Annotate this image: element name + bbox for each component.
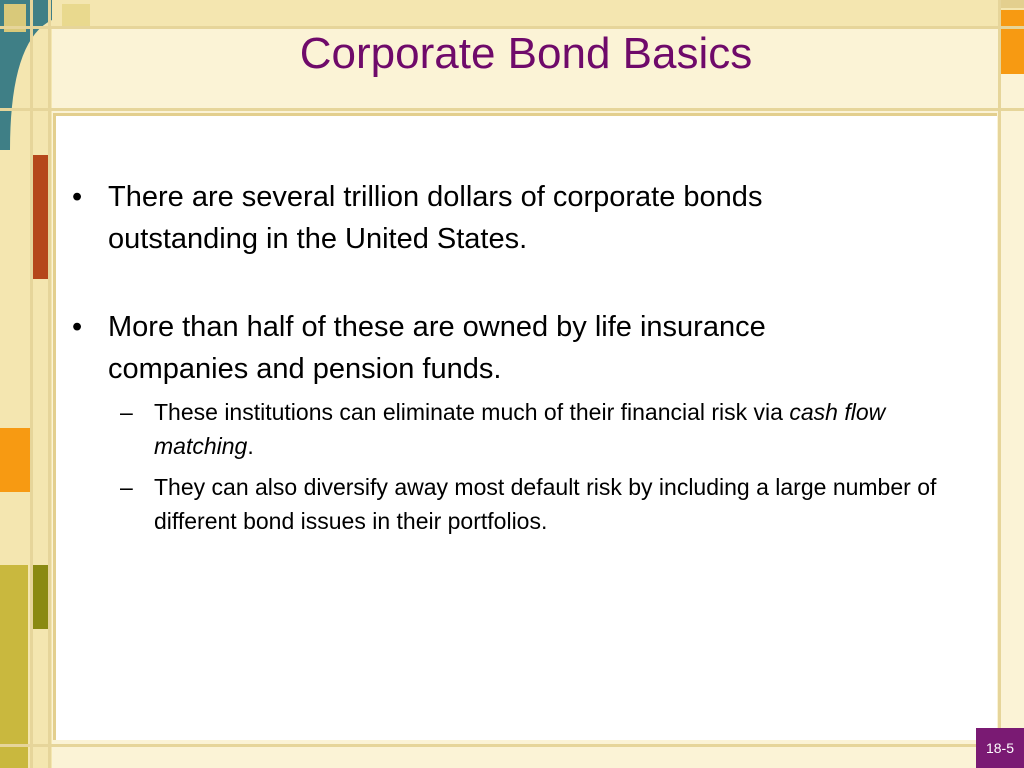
- slide-title: Corporate Bond Basics: [299, 29, 753, 78]
- frame-line: [30, 0, 33, 768]
- page-number-badge: 18-5: [976, 728, 1024, 768]
- orange-block-right-decoration: [1000, 10, 1024, 74]
- bullet-marker: •: [72, 311, 83, 343]
- bullet-marker: •: [72, 181, 83, 213]
- orange-block-left-decoration: [0, 428, 30, 492]
- sub-bullet-text-prefix: These institutions can eliminate much of their financial risk via: [154, 399, 790, 425]
- emphasis-text: cash flow matching: [154, 399, 886, 459]
- sub-bullet-text-suffix: .: [247, 433, 254, 459]
- frame-line: [998, 0, 1001, 768]
- sub-bullet-marker: –: [120, 399, 133, 425]
- frame-line: [48, 0, 51, 768]
- sub-bullet-text: [154, 395, 954, 463]
- sub-bullet-text: They can also diversify away most default risk by including a large number of different bond issues in their portfolios.: [154, 474, 937, 534]
- bullet-text: There are several trillion dollars of corporate bonds outstanding in the United States.: [108, 181, 763, 255]
- khaki-block-decoration: [0, 565, 28, 768]
- rust-block-decoration: [33, 155, 48, 279]
- frame-line: [0, 744, 1024, 747]
- right-tan-block: [1000, 0, 1024, 8]
- frame-line: [0, 108, 1024, 111]
- bullet-text: More than half of these are owned by life insurance companies and pension funds.: [108, 311, 766, 385]
- top-stripe-decoration: [0, 0, 1024, 26]
- olive-block-decoration: [33, 565, 48, 629]
- top-tan-block: [62, 4, 90, 26]
- sub-bullet-marker: –: [120, 474, 133, 500]
